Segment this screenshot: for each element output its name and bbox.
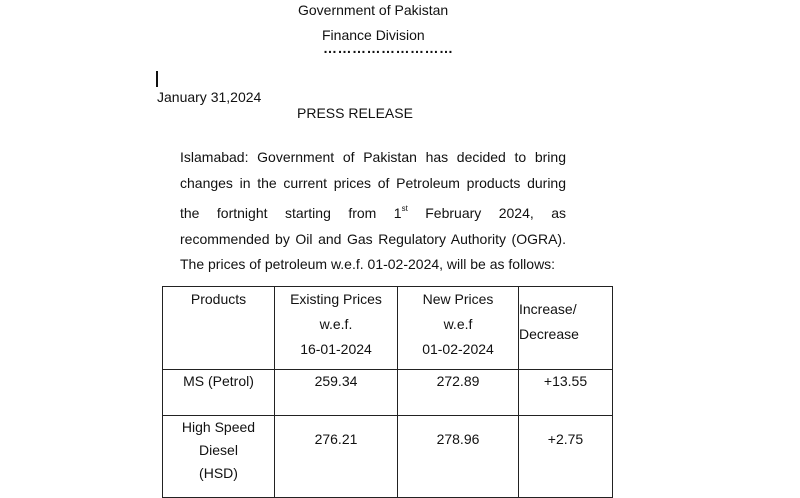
header-label: w.e.f.	[319, 316, 353, 332]
table-header-row	[163, 287, 613, 370]
product-label: (HSD)	[199, 465, 238, 481]
existing-price-cell: 259.34	[275, 370, 398, 416]
ordinal-superscript: st	[401, 204, 408, 213]
product-label: High Speed	[181, 419, 256, 435]
header-label: 16-01-2024	[300, 341, 372, 357]
header-label: w.e.f	[443, 316, 473, 332]
body-line: The prices of petroleum w.e.f. 01-02-2024, will be as follows:	[180, 256, 556, 272]
header-label: Existing Prices	[290, 291, 382, 307]
change-cell: +13.55	[519, 370, 613, 416]
header-label: Products	[190, 291, 247, 307]
body-line: changes in the current prices of Petroleum products during	[180, 174, 566, 191]
body-line	[180, 196, 566, 227]
product-cell	[163, 416, 275, 498]
header-increase-decrease	[519, 287, 613, 370]
new-price-cell: 272.89	[398, 370, 519, 416]
header-new-prices	[398, 287, 519, 370]
body-line: recommended by Oil and Gas Regulatory Authority (OGRA).	[180, 230, 566, 247]
government-heading: Government of Pakistan	[298, 2, 449, 18]
body-line: Islamabad: Government of Pakistan has decided to bring	[180, 149, 566, 165]
division-heading: Finance Division	[322, 27, 425, 43]
header-products	[163, 287, 275, 370]
table-row	[163, 370, 613, 416]
header-label: Decrease	[519, 326, 579, 342]
release-date: January 31,2024	[157, 89, 262, 105]
product-label: Diesel	[199, 442, 238, 458]
product-cell: MS (Petrol)	[163, 370, 275, 416]
header-label: Increase/	[519, 301, 577, 317]
header-existing-prices	[275, 287, 398, 370]
new-price-cell: 278.96	[398, 416, 519, 498]
press-release-body	[180, 145, 566, 278]
body-line-part: the fortnight starting from 1	[180, 205, 402, 221]
table-row	[163, 416, 613, 498]
text-cursor	[156, 71, 158, 87]
header-label: New Prices	[422, 291, 494, 307]
change-cell: +2.75	[519, 416, 613, 498]
existing-price-cell: 276.21	[275, 416, 398, 498]
press-release-title: PRESS RELEASE	[297, 105, 413, 121]
petroleum-prices-table	[162, 286, 613, 498]
dotted-separator: ………………………	[323, 40, 454, 56]
header-label: 01-02-2024	[422, 341, 494, 357]
body-line-part: February 2024, as	[407, 205, 566, 221]
